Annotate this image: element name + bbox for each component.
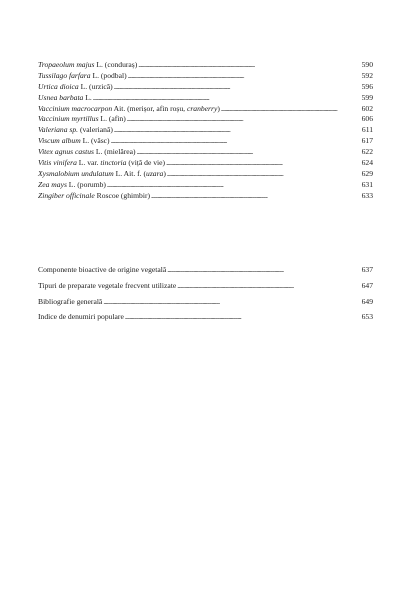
toc-page-number: 599 — [361, 92, 373, 102]
toc-entry[interactable] — [38, 82, 373, 93]
dot-leader — [111, 136, 360, 147]
toc-entry[interactable] — [38, 147, 373, 158]
toc-page-number: 590 — [361, 60, 373, 69]
toc-entry-title: Zingiber officinale Roscoe (ghimbir) — [38, 190, 151, 200]
toc-entry-title: Tropaeolum majus L. (conduraș) — [38, 60, 138, 69]
toc-entry[interactable] — [38, 125, 373, 136]
toc-entry-title: Valeriana sp. (valeriană) — [38, 125, 113, 135]
toc-page-number: 631 — [361, 179, 373, 189]
dot-leader — [137, 147, 361, 158]
toc-section-title: Bibliografie generală — [38, 296, 103, 306]
toc-page-number: 624 — [361, 158, 373, 168]
dot-leader — [166, 158, 360, 169]
toc-page-number: 617 — [361, 136, 373, 146]
dot-leader — [138, 60, 360, 71]
dot-leader — [114, 125, 360, 136]
toc-page-number: 622 — [361, 147, 373, 157]
toc-entry[interactable] — [38, 180, 373, 191]
toc-section-entry[interactable] — [38, 281, 373, 292]
toc-section-entry[interactable] — [38, 297, 373, 308]
dot-leader — [125, 312, 360, 323]
toc-page-number: 637 — [361, 265, 373, 274]
dot-leader — [127, 114, 360, 125]
toc-page-number: 602 — [361, 103, 373, 113]
toc-entry-title: Viscum album L. (vâsc) — [38, 136, 110, 146]
toc-entry[interactable] — [38, 169, 373, 180]
toc-section-entry[interactable] — [38, 265, 373, 276]
toc-entry-title: Usnea barbata L. — [38, 92, 92, 102]
dot-leader — [177, 281, 360, 292]
dot-leader — [167, 169, 360, 180]
dot-leader — [93, 93, 360, 104]
toc-entry-title: Tussilago farfara L. (podbal) — [38, 70, 127, 80]
toc-entry[interactable] — [38, 71, 373, 82]
toc-section-title: Tipuri de preparate vegetale frecvent utilizate — [38, 280, 177, 290]
toc-page-number: 611 — [361, 125, 373, 135]
toc-page-number: 596 — [361, 81, 373, 91]
toc-section-title: Componente bioactive de origine vegetală — [38, 265, 167, 274]
toc-entry[interactable] — [38, 104, 373, 115]
toc-entry-title: Zea mays L. (porumb) — [38, 179, 106, 189]
toc-section-list — [38, 265, 373, 328]
dot-leader — [114, 82, 360, 93]
toc-page-number: 653 — [361, 312, 373, 322]
toc-entry[interactable] — [38, 158, 373, 169]
toc-page-number: 606 — [361, 114, 373, 124]
toc-entry-title: Vaccinium macrocarpon Ait. (merișor, afin roșu, cranberry) — [38, 103, 220, 113]
toc-entry-title: Vitis vinifera L. var. tinctoria (viță de vie) — [38, 158, 166, 168]
toc-section-entry[interactable] — [38, 312, 373, 323]
toc-entry[interactable] — [38, 136, 373, 147]
toc-entry[interactable] — [38, 191, 373, 202]
toc-page-number: 633 — [361, 190, 373, 200]
toc-section-title: Indice de denumiri populare — [38, 312, 124, 322]
dot-leader — [167, 265, 360, 276]
toc-entry-title: Vitex agnus castus L. (mielărea) — [38, 147, 136, 157]
dot-leader — [128, 71, 360, 82]
toc-entry-title: Vaccinium myrtillus L. (afin) — [38, 114, 126, 124]
dot-leader — [221, 104, 360, 115]
dot-leader — [151, 191, 360, 202]
toc-species-list — [38, 60, 373, 202]
toc-entry[interactable] — [38, 60, 373, 71]
dot-leader — [107, 180, 360, 191]
toc-page-number: 592 — [361, 70, 373, 80]
toc-page-number: 629 — [361, 168, 373, 178]
dot-leader — [103, 297, 360, 308]
toc-entry-title: Xysmalobium undulatum L. Ait. f. (uzara) — [38, 168, 166, 178]
toc-entry-title: Urtica dioica L. (urzică) — [38, 81, 113, 91]
toc-page-number: 647 — [361, 280, 373, 290]
toc-entry[interactable] — [38, 114, 373, 125]
toc-entry[interactable] — [38, 93, 373, 104]
toc-page-number: 649 — [361, 296, 373, 306]
